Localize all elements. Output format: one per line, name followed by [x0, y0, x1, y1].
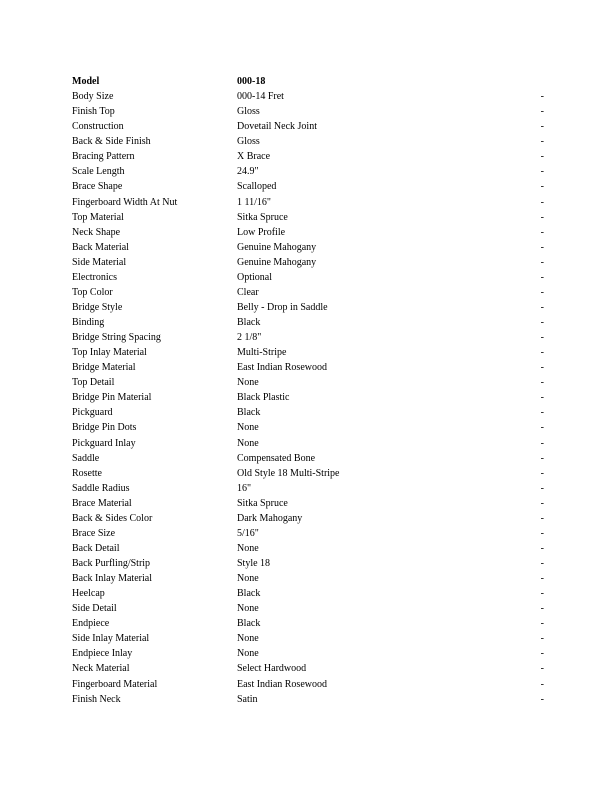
- spec-label: Finish Neck: [72, 693, 121, 705]
- spec-label: Saddle: [72, 452, 100, 464]
- spec-label: Top Detail: [72, 377, 115, 389]
- spec-value: 1 11/16": [237, 196, 271, 208]
- table-row: [72, 616, 544, 631]
- table-row: [72, 164, 544, 179]
- spec-label: Fingerboard Width At Nut: [72, 196, 178, 208]
- spec-dash: -: [540, 678, 544, 690]
- spec-value: X Brace: [237, 151, 271, 163]
- spec-value: Gloss: [237, 136, 260, 148]
- spec-label: Side Inlay Material: [72, 633, 150, 645]
- table-row: [72, 390, 544, 405]
- table-row: [72, 195, 544, 210]
- spec-value: Black Plastic: [237, 392, 290, 404]
- spec-label: Construction: [72, 121, 124, 133]
- spec-value: 000-14 Fret: [237, 91, 284, 103]
- spec-value: 16": [237, 482, 252, 494]
- table-row: [72, 255, 544, 270]
- table-row: [72, 134, 544, 149]
- table-row: [72, 677, 544, 692]
- spec-dash: -: [540, 377, 544, 389]
- spec-value: Black: [237, 618, 261, 630]
- spec-value: Multi-Stripe: [237, 347, 287, 359]
- spec-value: Genuine Mahogany: [237, 256, 317, 268]
- spec-value: None: [237, 542, 259, 554]
- spec-dash: -: [540, 573, 544, 585]
- spec-dash: -: [540, 618, 544, 630]
- spec-label: Back Material: [72, 241, 129, 253]
- spec-label: Back Inlay Material: [72, 573, 152, 585]
- table-row: [72, 526, 544, 541]
- spec-dash: -: [540, 422, 544, 434]
- table-row: [72, 481, 544, 496]
- spec-dash: -: [540, 166, 544, 178]
- spec-label: Electronics: [72, 271, 117, 283]
- spec-label: Side Detail: [72, 603, 117, 615]
- table-row: [72, 330, 544, 345]
- spec-label: Back & Sides Color: [72, 512, 153, 524]
- table-row: [72, 511, 544, 526]
- spec-dash: -: [540, 633, 544, 645]
- spec-value: East Indian Rosewood: [237, 678, 327, 690]
- spec-label: Rosette: [72, 467, 102, 479]
- spec-label: Bridge String Spacing: [72, 332, 161, 344]
- spec-value: Compensated Bone: [237, 452, 316, 464]
- spec-label: Saddle Radius: [72, 482, 130, 494]
- spec-value: Sitka Spruce: [237, 497, 288, 509]
- spec-value: Black: [237, 407, 261, 419]
- spec-label: Heelcap: [72, 588, 105, 600]
- spec-dash: -: [540, 106, 544, 118]
- spec-dash: -: [540, 392, 544, 404]
- spec-dash: -: [540, 136, 544, 148]
- spec-label: Finish Top: [72, 106, 115, 118]
- table-row: [72, 179, 544, 194]
- table-row: [72, 601, 544, 616]
- spec-label: Top Color: [72, 286, 113, 298]
- spec-table-body: [72, 74, 544, 707]
- spec-dash: -: [540, 211, 544, 223]
- table-row: [72, 210, 544, 225]
- spec-dash: -: [540, 196, 544, 208]
- spec-label: Top Inlay Material: [72, 347, 147, 359]
- spec-dash: -: [540, 301, 544, 313]
- table-row: [72, 436, 544, 451]
- spec-value: None: [237, 648, 259, 660]
- spec-label: Neck Shape: [72, 226, 121, 238]
- spec-dash: -: [540, 437, 544, 449]
- spec-label: Back Detail: [72, 542, 120, 554]
- spec-dash: -: [540, 527, 544, 539]
- spec-dash: -: [540, 648, 544, 660]
- table-row: [72, 270, 544, 285]
- spec-dash: -: [540, 603, 544, 615]
- table-row: [72, 345, 544, 360]
- table-row: [72, 89, 544, 104]
- table-row: [72, 541, 544, 556]
- spec-value: Old Style 18 Multi-Stripe: [237, 467, 340, 479]
- spec-dash: -: [540, 362, 544, 374]
- spec-table: [72, 74, 544, 707]
- spec-value: East Indian Rosewood: [237, 362, 327, 374]
- spec-value: None: [237, 603, 259, 615]
- spec-label: Bridge Pin Material: [72, 392, 152, 404]
- spec-dash: -: [540, 256, 544, 268]
- spec-dash: -: [540, 452, 544, 464]
- table-row: [72, 405, 544, 420]
- spec-label: Brace Size: [72, 527, 116, 539]
- header-value: 000-18: [237, 76, 266, 87]
- table-row: [72, 451, 544, 466]
- table-row: [72, 360, 544, 375]
- table-header-row: [72, 74, 544, 89]
- spec-value: Optional: [237, 271, 272, 283]
- spec-value: 24.9": [237, 166, 259, 178]
- spec-dash: -: [540, 482, 544, 494]
- spec-label: Bridge Pin Dots: [72, 422, 137, 434]
- spec-dash: -: [540, 151, 544, 163]
- spec-value: Low Profile: [237, 226, 286, 238]
- spec-dash: -: [540, 512, 544, 524]
- table-row: [72, 315, 544, 330]
- table-row: [72, 149, 544, 164]
- spec-value: Dark Mahogany: [237, 512, 303, 524]
- spec-value: Dovetail Neck Joint: [237, 121, 317, 133]
- spec-dash: -: [540, 347, 544, 359]
- spec-label: Brace Material: [72, 497, 132, 509]
- spec-dash: -: [540, 91, 544, 103]
- table-row: [72, 119, 544, 134]
- table-row: [72, 646, 544, 661]
- spec-value: Clear: [237, 286, 259, 298]
- spec-dash: -: [540, 497, 544, 509]
- spec-dash: -: [540, 317, 544, 328]
- spec-label: Back & Side Finish: [72, 136, 151, 148]
- table-row: [72, 466, 544, 481]
- table-row: [72, 225, 544, 240]
- spec-dash: -: [540, 286, 544, 298]
- table-row: [72, 300, 544, 315]
- spec-label: Scale Length: [72, 166, 125, 178]
- spec-value: Black: [237, 588, 261, 600]
- spec-dash: -: [540, 542, 544, 554]
- table-row: [72, 571, 544, 586]
- spec-value: Select Hardwood: [237, 663, 307, 675]
- spec-label: Endpiece: [72, 618, 110, 630]
- table-row: [72, 556, 544, 571]
- header-dash: [527, 74, 544, 89]
- spec-dash: -: [540, 226, 544, 238]
- table-row: [72, 692, 544, 707]
- spec-label: Back Purfling/Strip: [72, 558, 151, 569]
- spec-label: Binding: [72, 317, 105, 328]
- spec-label: Bridge Material: [72, 362, 136, 374]
- spec-value: Style 18: [237, 558, 271, 569]
- spec-dash: -: [540, 663, 544, 675]
- spec-dash: -: [540, 241, 544, 253]
- spec-label: Fingerboard Material: [72, 678, 158, 690]
- spec-dash: -: [540, 693, 544, 705]
- spec-dash: -: [540, 588, 544, 600]
- header-label: Model: [72, 76, 100, 87]
- spec-value: 5/16": [237, 527, 259, 539]
- spec-value: Scalloped: [237, 181, 277, 193]
- spec-value: None: [237, 422, 259, 434]
- spec-value: None: [237, 633, 259, 645]
- spec-dash: -: [540, 121, 544, 133]
- spec-value: Gloss: [237, 106, 260, 118]
- spec-label: Bracing Pattern: [72, 151, 135, 163]
- spec-value: None: [237, 377, 259, 389]
- table-row: [72, 496, 544, 511]
- spec-dash: -: [540, 271, 544, 283]
- table-row: [72, 375, 544, 390]
- spec-value: None: [237, 573, 259, 585]
- spec-label: Top Material: [72, 211, 124, 223]
- spec-value: Sitka Spruce: [237, 211, 288, 223]
- spec-label: Bridge Style: [72, 301, 123, 313]
- spec-label: Neck Material: [72, 663, 130, 675]
- table-row: [72, 240, 544, 255]
- table-row: [72, 285, 544, 300]
- spec-label: Pickguard: [72, 407, 113, 419]
- spec-value: Belly - Drop in Saddle: [237, 301, 328, 313]
- table-row: [72, 104, 544, 119]
- spec-value: Genuine Mahogany: [237, 241, 317, 253]
- spec-value: Black: [237, 317, 261, 328]
- table-row: [72, 420, 544, 435]
- spec-label: Pickguard Inlay: [72, 437, 136, 449]
- spec-label: Body Size: [72, 91, 114, 103]
- spec-label: Side Material: [72, 256, 127, 268]
- spec-dash: -: [540, 467, 544, 479]
- spec-label: Endpiece Inlay: [72, 648, 133, 660]
- spec-value: 2 1/8": [237, 332, 262, 344]
- spec-dash: -: [540, 407, 544, 419]
- spec-dash: -: [540, 332, 544, 344]
- table-row: [72, 631, 544, 646]
- spec-dash: -: [540, 558, 544, 569]
- spec-value: Satin: [237, 693, 258, 705]
- table-row: [72, 661, 544, 676]
- table-row: [72, 586, 544, 601]
- spec-dash: -: [540, 181, 544, 193]
- spec-label: Brace Shape: [72, 181, 123, 193]
- spec-value: None: [237, 437, 259, 449]
